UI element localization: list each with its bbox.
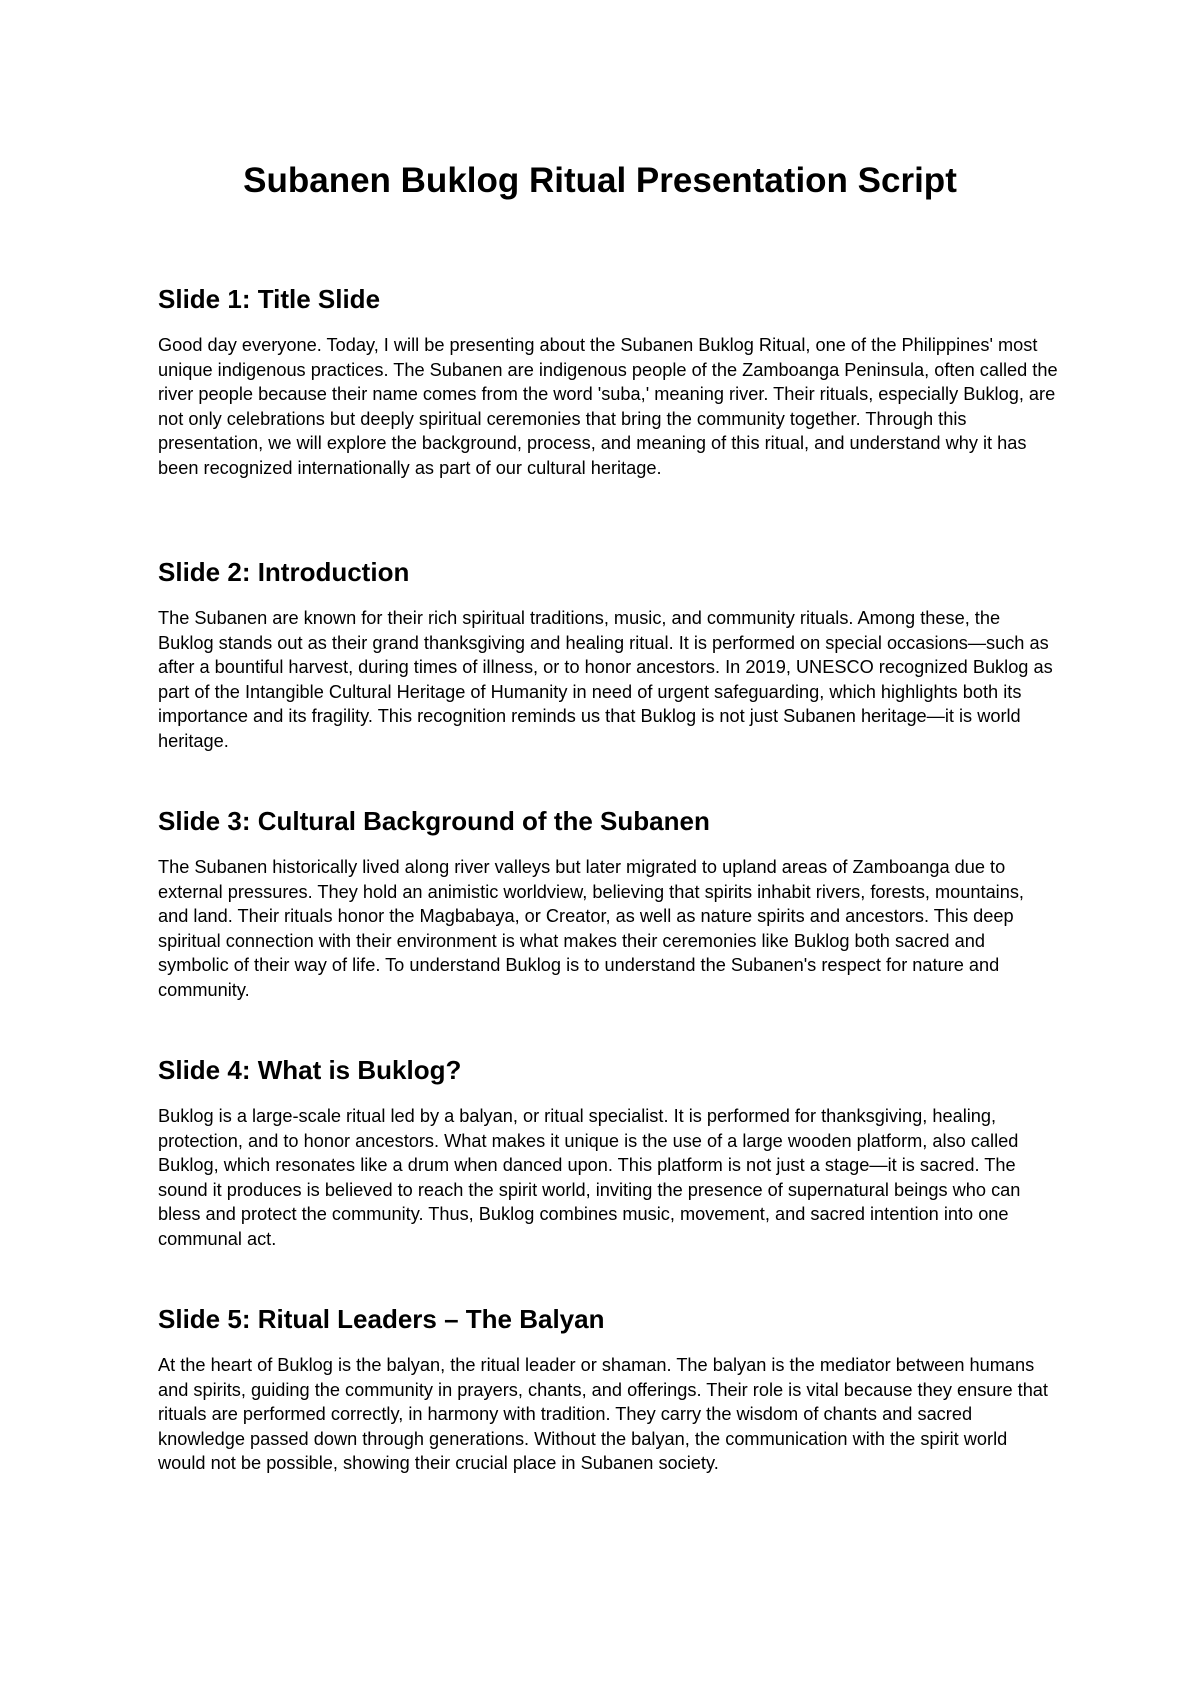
- section-body: At the heart of Buklog is the balyan, the ritual leader or shaman. The balyan is the mediator between humans and spirits, guiding the community in prayers, chants, and offerings. Their role is vital because they ensure that rituals are performed correctly, in harmony with tradition. They carry the wisdom of chants and sacred knowledge passed down through generations. Without the balyan, the communication with the spirit world would not be possible, showing their crucial place in Subanen society.: [158, 1355, 1048, 1474]
- section-heading: Slide 2: Introduction: [158, 557, 410, 587]
- section-heading: Slide 3: Cultural Background of the Subanen: [158, 806, 710, 836]
- section-body: The Subanen historically lived along river valleys but later migrated to upland areas of Zamboanga due to external pressures. They hold an animistic worldview, believing that spirits inhabit rivers, forests, mountains, and land. Their rituals honor the Magbabaya, or Creator, as well as nature spirits and ancestors. This deep spiritual connection with their environment is what makes their ceremonies like Buklog both sacred and symbolic of their way of life. To understand Buklog is to understand the Subanen's respect for nature and community.: [158, 857, 1024, 1000]
- section-slide-2: [158, 556, 1058, 754]
- section-body: The Subanen are known for their rich spiritual traditions, music, and community rituals. Among these, the Buklog stands out as their grand thanksgiving and healing ritual. It is performed on special occasions—such as after a bountiful harvest, during times of illness, or to honor ancestors. In 2019, UNESCO recognized Buklog as part of the Intangible Cultural Heritage of Humanity in need of urgent safeguarding, which highlights both its importance and its fragility. This recognition reminds us that Buklog is not just Subanen heritage—it is world heritage.: [158, 608, 1053, 751]
- section-slide-3: [158, 805, 1058, 1003]
- document-title: Subanen Buklog Ritual Presentation Script: [243, 161, 957, 200]
- section-slide-1: [158, 283, 1058, 481]
- section-heading: Slide 1: Title Slide: [158, 284, 381, 314]
- section-slide-5: [158, 1303, 1058, 1476]
- section-slide-4: [158, 1054, 1058, 1252]
- section-body: Good day everyone. Today, I will be presenting about the Subanen Buklog Ritual, one of the Philippines' most unique indigenous practices. The Subanen are indigenous people of the Zamboanga Peninsula, often called the river people because their name comes from the word 'suba,' meaning river. Their rituals, especially Buklog, are not only celebrations but deeply spiritual ceremonies that bring the community together. Through this presentation, we will explore the background, process, and meaning of this ritual, and understand why it has been recognized internationally as part of our cultural heritage.: [158, 335, 1058, 478]
- section-heading: Slide 4: What is Buklog?: [158, 1055, 462, 1085]
- section-heading: Slide 5: Ritual Leaders – The Balyan: [158, 1304, 605, 1334]
- section-body: Buklog is a large-scale ritual led by a balyan, or ritual specialist. It is performed for thanksgiving, healing, protection, and to honor ancestors. What makes it unique is the use of a large wooden platform, also called Buklog, which resonates like a drum when danced upon. This platform is not just a stage—it is sacred. The sound it produces is believed to reach the spirit world, inviting the presence of supernatural beings who can bless and protect the community. Thus, Buklog combines music, movement, and sacred intention into one communal act.: [158, 1106, 1021, 1249]
